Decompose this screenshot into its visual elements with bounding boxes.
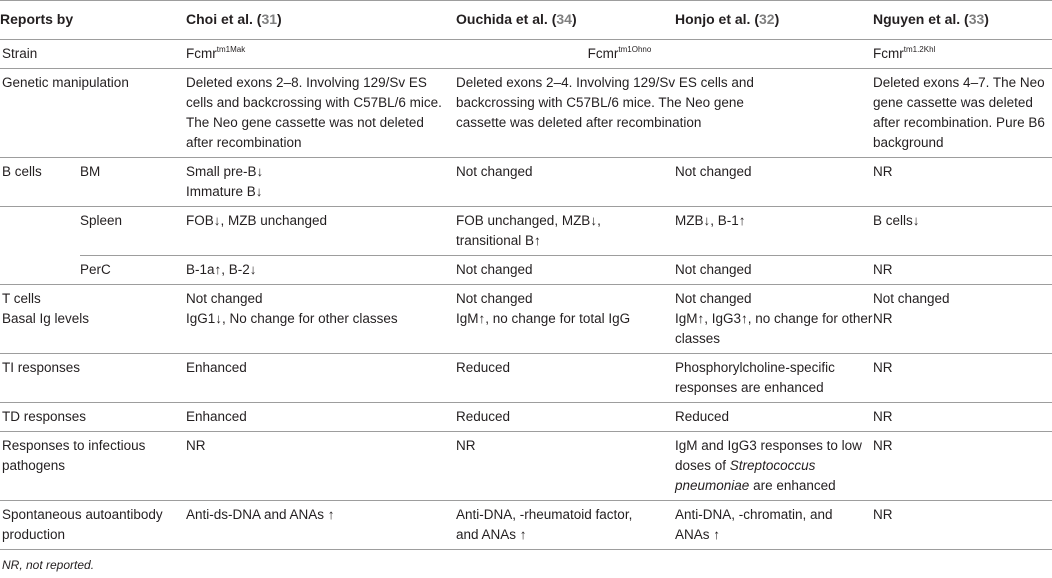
sub-label: Spleen	[80, 207, 186, 256]
ti-choi: Enhanced	[186, 354, 456, 403]
row-td	[0, 403, 1052, 432]
row-infect	[0, 432, 1052, 501]
strain-choi: Fcmr$^{tm1Mak}$	[186, 40, 456, 69]
perc-choi: B-1a↑, B-2↓	[186, 256, 456, 285]
row-label: TD responses	[0, 403, 186, 432]
tcells-basal-choi: Not changed IgG1↓, No change for other classes	[186, 285, 456, 354]
perc-nguyen: NR	[873, 256, 1052, 285]
row-strain	[0, 40, 1052, 69]
td-choi: Enhanced	[186, 403, 456, 432]
row-label: TI responses	[0, 354, 186, 403]
row-label: B cells	[0, 158, 80, 207]
header-honjo: Honjo et al. (32)	[675, 1, 873, 40]
ti-honjo: Phosphorylcholine-specific responses are enhanced	[675, 354, 873, 403]
row-label: T cells Basal Ig levels	[0, 285, 186, 354]
ti-nguyen: NR	[873, 354, 1052, 403]
bm-honjo: Not changed	[675, 158, 873, 207]
td-honjo: Reduced	[675, 403, 873, 432]
auto-nguyen: NR	[873, 501, 1052, 550]
row-auto	[0, 501, 1052, 550]
sub-label: PerC	[80, 256, 186, 285]
header-ouchida: Ouchida et al. (34)	[456, 1, 675, 40]
perc-honjo: Not changed	[675, 256, 873, 285]
header-choi: Choi et al. (31)	[186, 1, 456, 40]
ref-33[interactable]: 33	[968, 11, 985, 27]
table-footnote: NR, not reported.	[2, 558, 95, 572]
auto-ouchida: Anti-DNA, -rheumatoid factor, and ANAs ↑	[456, 501, 675, 550]
row-tcells-basal	[0, 285, 1052, 354]
genetic-ouchida: Deleted exons 2–4. Involving 129/Sv ES cells and backcrossing with C57BL/6 mice. The Neo gene cassette was deleted after recombination	[456, 69, 873, 158]
strain-ouchida-honjo: Fcmr$^{tm1Ohno}$	[456, 40, 873, 69]
ref-31[interactable]: 31	[261, 11, 278, 27]
header-nguyen: Nguyen et al. (33)	[873, 1, 1052, 40]
spleen-ouchida: FOB unchanged, MZB↓, transitional B↑	[456, 207, 675, 256]
perc-ouchida: Not changed	[456, 256, 675, 285]
header-reports-by: Reports by	[0, 1, 186, 40]
spleen-honjo: MZB↓, B-1↑	[675, 207, 873, 256]
row-label: Genetic manipulation	[0, 69, 186, 158]
ref-32[interactable]: 32	[759, 11, 775, 27]
bm-ouchida: Not changed	[456, 158, 675, 207]
auto-choi: Anti-ds-DNA and ANAs ↑	[186, 501, 456, 550]
row-label: Spontaneous autoantibody production	[0, 501, 186, 550]
row-bcells-bm	[0, 158, 1052, 207]
header-row	[0, 1, 1052, 40]
row-bcells-spleen	[0, 207, 1052, 256]
ref-34[interactable]: 34	[556, 11, 572, 27]
tcells-basal-ouchida: Not changed IgM↑, no change for total IgG	[456, 285, 675, 354]
row-ti	[0, 354, 1052, 403]
td-nguyen: NR	[873, 403, 1052, 432]
row-label: Strain	[0, 40, 186, 69]
strain-nguyen: Fcmr$^{tm1.2Khl}$	[873, 40, 1052, 69]
sub-label: BM	[80, 158, 186, 207]
genetic-choi: Deleted exons 2–8. Involving 129/Sv ES cells and backcrossing with C57BL/6 mice. The Neo gene cassette was not deleted after recombination	[186, 69, 456, 158]
spleen-choi: FOB↓, MZB unchanged	[186, 207, 456, 256]
tcells-basal-nguyen: Not changed NR	[873, 285, 1052, 354]
infect-choi: NR	[186, 432, 456, 501]
row-genetic	[0, 69, 1052, 158]
infect-honjo: IgM and IgG3 responses to low doses of Streptococcus pneumoniae are enhanced	[675, 432, 873, 501]
ti-ouchida: Reduced	[456, 354, 675, 403]
td-ouchida: Reduced	[456, 403, 675, 432]
bm-choi: Small pre-B↓ Immature B↓	[186, 158, 456, 207]
infect-ouchida: NR	[456, 432, 675, 501]
bm-nguyen: NR	[873, 158, 1052, 207]
spleen-nguyen: B cells↓	[873, 207, 1052, 256]
tcells-basal-honjo: Not changed IgM↑, IgG3↑, no change for other classes	[675, 285, 873, 354]
genetic-nguyen: Deleted exons 4–7. The Neo gene cassette was deleted after recombination. Pure B6 background	[873, 69, 1052, 158]
row-bcells-perc	[0, 256, 1052, 285]
auto-honjo: Anti-DNA, -chromatin, and ANAs ↑	[675, 501, 873, 550]
infect-nguyen: NR	[873, 432, 1052, 501]
row-label: Responses to infectious pathogens	[0, 432, 186, 501]
